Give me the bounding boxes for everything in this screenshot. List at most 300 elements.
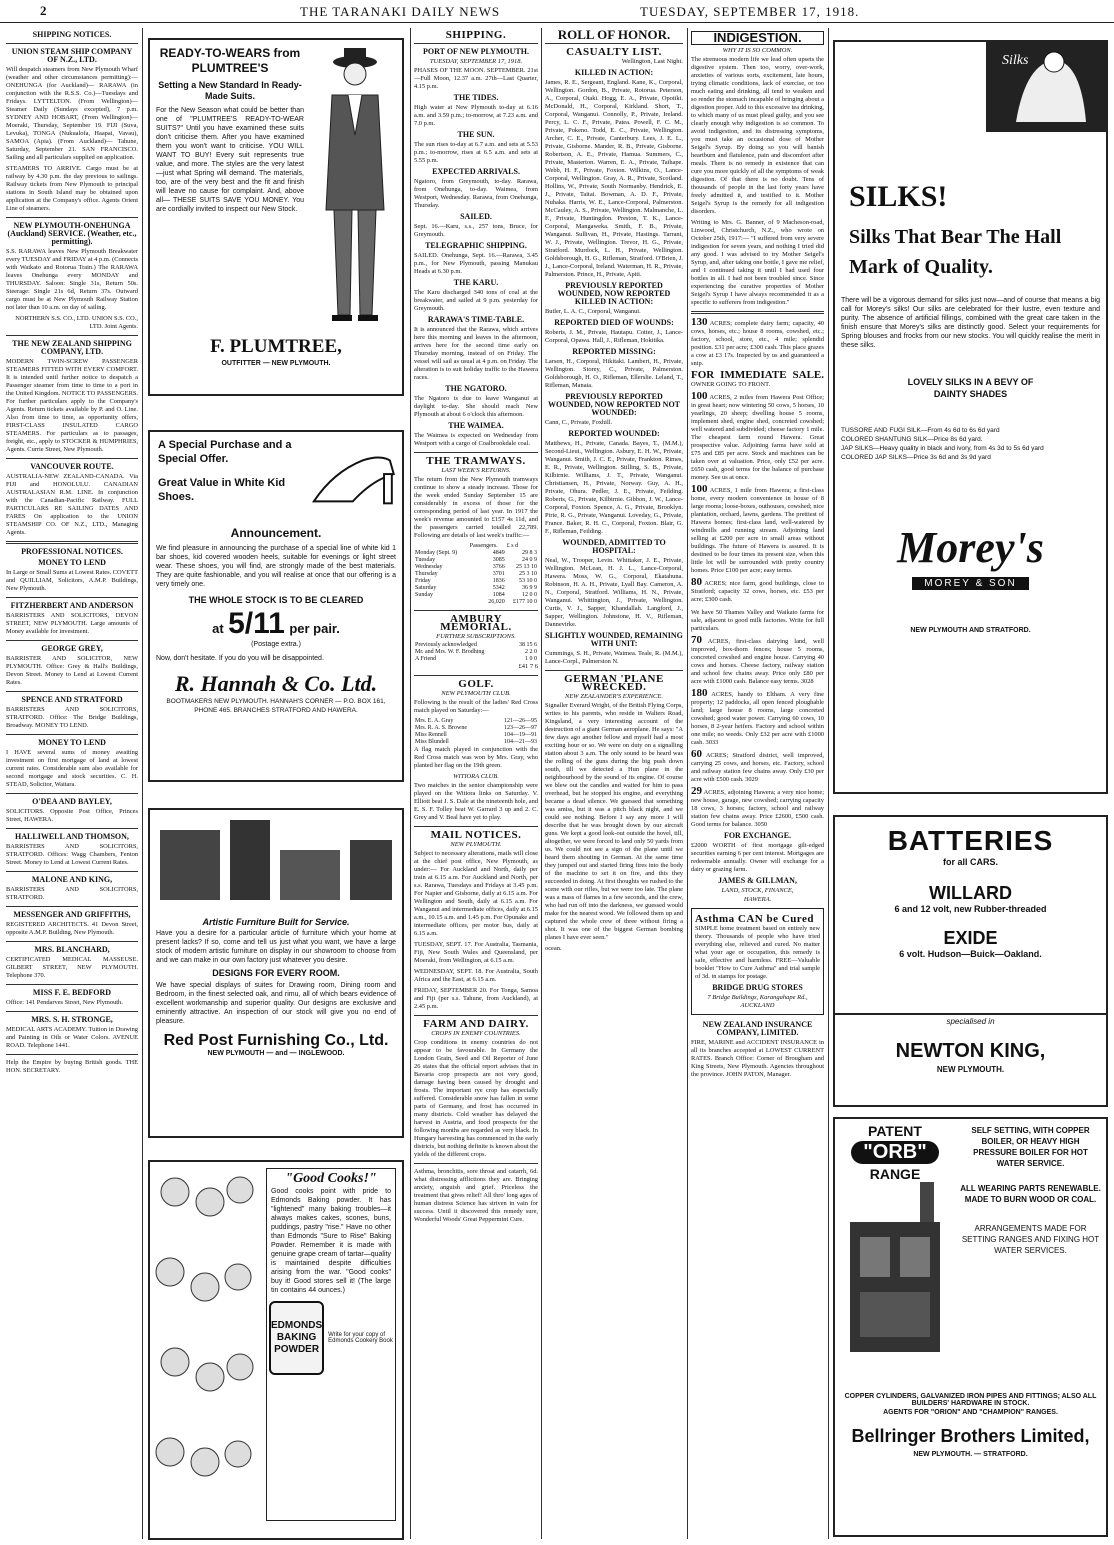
list-heading: REPORTED WOUNDED: — [568, 429, 660, 438]
column-rule — [541, 28, 542, 1539]
page-number: 2 — [40, 3, 48, 18]
newton-king-batteries-advertisement — [833, 815, 1108, 1015]
section-heading: THE TRAMWAYS. — [426, 455, 526, 467]
ad-subhead: WHY IT IS SO COMMON. — [722, 47, 793, 54]
listing-text: ACRES; complete dairy farm; capacity, 40 cows, horses, etc.; house 8 rooms, cowshed, etc.; factory, school, store, etc., 4 mile; splendid position. £31 per acre; £300 cash. This place grazes a cow at £3 17s. Inspected by us and guaranteed a snip. — [691, 320, 824, 367]
telegraphic-text: SAILED. Onehunga, Sept. 16.—Rarawa, 3.45 p.m., for New Plymouth, passing Manukau Heads at 6.30 p.m. — [414, 252, 538, 275]
table-cell: Miss Blundell — [415, 739, 449, 745]
notice-heading: THE NEW ZEALAND SHIPPING COMPANY, LTD. — [12, 339, 132, 356]
subheading: THE WAIMEA. — [448, 421, 504, 430]
column-shipping-news — [414, 28, 538, 1541]
casualty-list: James, R. E., Sergeant, England. Kane, K., Corporal, Wellington. Gordon, B., Private, Rotorua. Peterson, A., Corporal, Otaki. Hogg, E. A., Private, Opotiki. McDonald, H., Corporal, Kirkland. Short, T., Corporal, Wanganui. Connolly, P., Private, Ireland. Percy, L. C. F., Private, Patea. Powell, F. C. M., Private, Pokeno. Todd, E. C., Private, Wellington. Archer, C. E., Private, Canterbury. Lees, J. E. L., Private, Gisborne. Mander, R. B., Private, Gisborne. Robertson, A. E., Private, Hamua. Summers, C., Private, Masterton. Warren, E. A., Private, Taihape. Webb, H. F., Private, Foxton. Wilkins, O., Lance-Corporal, Wellington. Gray, A. R., Private, Scotland. Hollins, W., Private, South Normanby. Hendrick, E. J., Private, Taitai. Bowman, A. D. F., Private, Nuhaka. Harris, W. E., Lance-Corporal, Palmerston. McCauley, A. S., Private, Wellington. Malmanche, L. F., Private, Huntingdon. Preston, T. K., Lance-Corporal, Mangaweka. Smith, F. B., Private, Wanganui. Sullivan, H., Private, Hastings. Tarrant, W. J., Private, Wellington. Trevor, H. G., Private, Stratford. Murdock, L. H., Private, Wellington. Goldsborough, H. G., Rifleman, Stratford. O'Brien, J. J., Lance-Corporal, Ireland. Waterman, H. R., Private, Palmerston. Prince, H., Private, Apiti. — [545, 79, 683, 278]
article-text: A flag match played in conjunction with the Red Cross match was won by Mrs. Gray, who planted her flag on the 19th green. — [414, 746, 538, 769]
notice-text: BARRISTERS AND SOLICITORS, STRATFORD. Office: The Bridge Buildings, Broadway. MONEY TO LEND. — [6, 706, 138, 729]
casualty-list: Matthews, H., Private, Canada. Bayes, T., (M.M.), Second-Lieut., Wellington. Asbury, E. H. W., Private, Wanganui. Smith, J. C. E., Private, Frankton. Rimes, E. R., Private, Wellington. Stilling, S. B., Private, Kilbirnie. Williams, J. T., Private, Wanganui. Christiansen, H., Private, Norway. Guy, A. H., Private, Ohura. Pedler, J. E., Private, Feilding. Roberts, G., Private, Kilbirnie. Gibbon, J. W., Lance-Corporal, Foxton. Spence, A. G., Private, Brooklyn. Pirie, R. G., Private, Wanganui. Loveday, G., Private, France. Baker, R. H. C., Corporal, Foxton. Blair, G. F., Rifleman, Feilding. — [545, 440, 683, 535]
notice-text: BARRISTERS AND SOLICITORS, DEVON STREET, NEW PLYMOUTH. Large amounts of Money available for investment. — [6, 612, 138, 635]
table-cell: Wednesday — [415, 564, 443, 570]
notice-text: I HAVE several sums of money awaiting investment on first mortgage of land at lowest current rates. Considerable sum also available for second mortgage and stock securities. C. H. STEAD, Solicitor, Waitara. — [6, 749, 138, 788]
table-row — [414, 718, 538, 725]
orb-range-advertisement — [833, 1117, 1108, 1537]
stove-illustration — [840, 1182, 950, 1382]
casualty-list: Larsen, H., Corporal, Hikitaki. Lambert, H., Private, Wellington. Storey, C., Private, Palmerston. Goldsborough, H. O., Rifleman, Ellerslie. Leland, T., Rifleman, Manaia. — [545, 358, 683, 389]
list-heading: PREVIOUSLY REPORTED WOUNDED, NOW REPORTED KILLED IN ACTION: — [557, 281, 671, 306]
land-listing — [691, 750, 824, 784]
table-row — [414, 550, 538, 557]
silk-price-item: COLORED SHANTUNG SILK—Price 8s 6d yard. — [841, 436, 983, 443]
section-heading: FARM AND DAIRY. — [423, 1018, 529, 1030]
brand-willard: WILLARD — [929, 883, 1012, 903]
professional-notices-list — [6, 559, 138, 1055]
notice-heading: NEW PLYMOUTH-ONEHUNGA (Auckland) SERVICE. (Weather, etc., permitting). — [7, 221, 137, 246]
cure-advertisement: Asthma, bronchitis, sore throat and catarrh, 6d. what distressing afflictions they are. Bringing anxiety, anguish and grief. Priceless the treatment that gives relief! All thro' long ages of human distress Science has striven in vain for success. Until it discovered this remedy sure, Wonderful Woods' Great Peppermint Cure. — [414, 1168, 538, 1223]
table-cell: Mrs. R. A. S. Browne — [415, 725, 468, 731]
notice-text: Office: 141 Pendarves Street, New Plymouth. — [6, 999, 123, 1006]
ad-body: Good cooks point with pride to Edmonds Baking powder. It has "lightened" many baking troubles—it always makes cakes, scones, buns, puddings, pastry "rise." Have no other than Edmonds "Sure to Rise" Baking Powder. Remember it is made with genuine grape cream of tartar—quality is maintained despite difficulties arising from the war. "Good cooks" buy it! Good stores sell it! (The large tin contains 44 ounces.) — [271, 1188, 391, 1294]
article-text: It is announced that the Rarawa, which arrives here this morning and leaves in the afternoon, arrives here for the second time early on Thursday morning, instead of on Friday. The vessel will sail as usual at 4 p.m. on Friday. The alteration is to suit holiday traffic to the Hawera races. — [414, 326, 538, 381]
article-text: The return from the New Plymouth tramways continue to show a steady increase. Those for the week ended Sunday September 15 are considerably in excess of those for the corresponding period of last year. In 1917 the week's revenue amounted to £157 4s 11d, and the passengers carried totalled 22,789. Following are details of last week's traffic:— — [414, 476, 538, 539]
notice-body: STEAMERS TO ARRIVE. Cargo must be at railway by 4.30 p.m. the day previous to sailings. Railway tickets from New Plymouth to principal stations in South Island may be obtained upon application at the Company's office. Agents Orient Line of steamers. — [6, 165, 138, 212]
subheading: WITIORA CLUB. — [453, 773, 499, 780]
casualty-list: Butler, L. A. C., Corporal, Wanganui. — [545, 308, 641, 315]
land-listings — [691, 318, 824, 829]
agent-services: LAND, STOCK, FINANCE, — [721, 887, 794, 894]
table-cell: Mrs. E. A. Gray — [415, 718, 454, 724]
table-cell: 1836 — [492, 578, 505, 584]
notice-text: SOLICITORS. Opposite Post Office, Princes Street, HAWERA. — [6, 808, 138, 823]
table-cell: Tuesday — [415, 557, 436, 563]
article-text: WEDNESDAY, SEPT. 18. For Australia, South Africa and the East, at 6.15 a.m. — [414, 968, 538, 983]
land-listing — [691, 787, 824, 829]
red-post-furnishing-advertisement — [148, 808, 404, 1138]
silks-tagline: LOVELY SILKS IN A BEVY OF DAINTY SHADES — [907, 377, 1034, 399]
orb-name: "ORB" — [851, 1141, 939, 1164]
listing-text: ACRES; Stratford district, well improved, carrying 25 cows, and horses, etc. Factory, school and railway station few chains away. Only £30 per acre with £500 cash. 3029 — [691, 752, 824, 783]
ad-advertiser-name: NEWTON KING, — [895, 1040, 1046, 1062]
table-header: Passengers. — [469, 543, 498, 549]
plumtree-advertisement — [148, 38, 404, 396]
subheading: LAST WEEK'S RETURNS. — [441, 467, 511, 474]
morey-silks-advertisement — [833, 40, 1108, 794]
subheading: EXPECTED ARRIVALS. — [432, 167, 520, 176]
listing-text: ACRES, 1 mile from Hawera; a first-class home, every modern convenience in house of 8 large rooms; loose-boxes, outhouses, cowshed; nice plantation, orchard, lawns, gardens. The prettiest of Hawera homes; first-class land, well-watered by windmills and running stream. Adjoining land selling at £200 per acre in small areas without buildings. The future of Hawera is assured. It is destined to be four times its present size, when this little lot will be surrounded with pretty country homes. Price £100 per acre; easy terms. — [691, 487, 824, 574]
notice-name: MONEY TO LEND — [38, 558, 106, 567]
orb-range: RANGE — [869, 1166, 921, 1182]
table-cell: 123—26—97 — [504, 725, 537, 731]
professional-notice — [6, 645, 138, 687]
listing-acres: 130 — [691, 316, 708, 328]
article-text: Crop conditions in enemy countries do not appear to be favourable. In Germany the London Grain, Seed and Oil Reporter of June 26 states that the official report advises that in Bavaria crop prospects are not very good, damage having been caused by drought and frosts. The important rye crop has especially suffered. Considerable snow has fallen in some parts of Germany, and frost has occurred in many districts. Cold weather has delayed the harvest in Austria, and food prospects for the following months are regarded as very black. In Hungary harvesting has commenced in the early districts, but nothing definite is known about the yields of the different crops. — [414, 1039, 538, 1158]
table-cell: Monday (Sept. 9) — [415, 550, 458, 556]
notice-name: MRS. S. H. STRONGE, — [31, 1015, 113, 1024]
dateline: Wellington, Last Night. — [621, 58, 683, 65]
table-cell: 2 2 0 — [525, 649, 537, 655]
ad-address: 7 Bridge Buildings, Karangahape Rd., AUCKLAND — [707, 994, 808, 1009]
price-unit: per pair. — [289, 621, 340, 636]
newspaper-title: THE TARANAKI DAILY NEWS — [300, 4, 501, 19]
notice-body: S.S. RARAWA leaves New Plymouth Breakwater every TUESDAY and FRIDAY at 4 p.m. (Connects with Waikato and Rotorua Train.) The RARAWA leaves Onehunga every MONDAY and THURSDAY. Saloon: Single 31s, Return 50s. Steerage: Single 21s 6d, Return 37s. Outward cargo must be at New Plymouth Railway Station not later than 10 a.m. on day of sailing. — [6, 248, 138, 311]
ad-note: specialised in — [946, 1017, 995, 1026]
masthead — [0, 0, 1114, 23]
ad-announcement: Announcement. — [230, 526, 322, 540]
notice-text: BARRISTERS AND SOLICITORS, STRATFORD. Offices: Wagg Chambers, Fenton Street. Money to Lend at Lowest Current Rates. — [6, 843, 138, 866]
white-shoe-illustration — [304, 432, 402, 522]
insurance-heading: NEW ZEALAND INSURANCE COMPANY, LIMITED. — [702, 1020, 813, 1037]
silk-price-item: TUSSORE AND FUGI SILK—From 4s 6d to 6s 6d yard — [841, 427, 1000, 434]
notice-text: MEDICAL ARTS ACADEMY. Tuition in Drawing and Painting in Oils or Water Colors. AVENUE ROAD. Telephone 1441. — [6, 1026, 138, 1049]
hannah-shoes-advertisement — [148, 430, 404, 782]
notice-body: MODERN TWIN-SCREW PASSENGER STEAMERS FITTED WITH EVERY COMFORT. It is intended until further notice to despatch a Passenger steamer from time to time to a port in the United Kingdom. NOTICE TO PASSENGERS. For further particulars apply to the Company's Agents. Return tickets available by P. and O. Line. Also from time to time, as opportunity offers, FIRST-CLASS INSULATED CARGO STEAMERS. For particulars as to passages, freight, etc., apply to STOCKER & HUMPHRIES, Agents. Currie Street, New Plymouth. — [6, 358, 138, 453]
table-cell: 3766 — [492, 564, 505, 570]
ad-note: AGENTS FOR "ORION" AND "CHAMPION" RANGES. — [883, 1409, 1058, 1416]
man-in-suit-illustration — [310, 40, 400, 330]
land-listing — [691, 578, 824, 604]
land-listing — [691, 607, 824, 633]
professional-notice — [6, 989, 138, 1007]
article-text: Subject to necessary alterations, mails will close at the chief post office, New Plymouth, as under:— For Auckland and North, daily per train at 6.15 a.m. For Auckland and North, per s.s. Rarawa, Tuesdays and Fridays at 3.45 p.m. For Napier and Gisborne, daily at 6.15 a.m. For Wellington and South, daily at 6.15 a.m. For Wanganui and intermediate offices, daily at 6.15 a.m., 10.15 a.m. and 1.45 p.m. For Opunake and intermediate offices, per motor bus, daily at 6.15 a.m. — [414, 850, 538, 937]
section-heading: SHIPPING NOTICES. — [32, 30, 112, 39]
listing-acres: 70 — [691, 634, 702, 646]
article-text: ocean. — [545, 945, 562, 952]
arrivals-text: Ngatoro, from Greymouth, to-day. Rarawa, from Onehunga, to-day. Waimea, from Westport, Wednesday. Rarawa, from Onehunga, Thursday. — [414, 178, 538, 209]
ad-footer: NEW PLYMOUTH AND STRATFORD. — [910, 627, 1031, 634]
section-heading: AMBURY MEMORIAL. — [440, 613, 512, 633]
ad-footer: NEW PLYMOUTH — and — INGLEWOOD. — [207, 1050, 345, 1057]
listing-acres: 100 — [691, 390, 708, 402]
ad-subhead: Silks That Bear The Hall Mark of Quality. — [849, 226, 1062, 278]
article-text: Two matches in the senior championship were played on the Witiora links on Saturday. V. Elliott beat J. S. Dale at the nineteenth hole, and E. S. F. Tolley beat W. Garrard 3 up and 2. C. Grey and V. Beal have yet to play. — [414, 782, 538, 821]
notice-text: BARRISTER AND SOLICITOR, NEW PLYMOUTH. Office: Grey & Hall's Buildings, Devon Street. Money to Lend at Lowest Current Rates. — [6, 655, 138, 686]
ad-urge: Now, don't hesitate. If you do you will be disappointed. — [156, 655, 324, 662]
column-rule — [828, 28, 829, 1539]
ad-headline: SILKS! — [849, 180, 948, 213]
list-heading: SLIGHTLY WOUNDED, REMAINING WITH UNIT: — [545, 631, 683, 648]
table-cell: Mr. and Mrs. W. F. Brodhing — [415, 649, 485, 655]
professional-notice — [6, 911, 138, 937]
column-rule — [687, 28, 688, 1539]
column-shipping-notices — [6, 28, 138, 1541]
clearance-notice: THE WHOLE STOCK IS TO BE CLEARED — [188, 595, 364, 605]
land-listing — [691, 318, 824, 368]
sun-text: The sun rises to-day at 6.7 a.m. and sets at 5.53 p.m.; to-morrow, rises at 6.5 a.m. and sets at 5.55 p.m. — [414, 141, 538, 164]
land-listing — [691, 371, 824, 389]
subheading: SAILED. — [460, 212, 492, 221]
table-cell: £177 10 0 — [513, 599, 537, 605]
table-cell: 3085 — [492, 557, 505, 563]
article-text: TUESDAY, SEPT. 17. For Australia, Tasmania, Fiji, New South Wales and Queensland, per Moeraki, from Wellington, at 6.15 a.m. — [414, 941, 538, 964]
subheading: RARAWA'S TIME-TABLE. — [427, 315, 525, 324]
list-heading: PREVIOUSLY REPORTED WOUNDED, NOW REPORTED NOT WOUNDED: — [547, 392, 681, 417]
silk-price-item: COLORED JAP SILKS—Price 3s 6d and 3s 9d yard — [841, 454, 991, 461]
table-cell: Saturday — [415, 585, 437, 591]
notice-text: CERTIFICATED MEDICAL MASSEUSE. GILBERT STREET, NEW PLYMOUTH. Telephone 370. — [6, 956, 138, 979]
professional-notice — [6, 559, 138, 593]
table-cell: 104—21—93 — [504, 739, 537, 745]
ad-footer: NEW PLYMOUTH. — STRATFORD. — [913, 1451, 1028, 1458]
ad-title: READY-TO-WEARS from PLUMTREE'S — [159, 46, 301, 75]
table-cell: 26,020 — [488, 599, 505, 605]
professional-notice — [6, 739, 138, 789]
listing-text: ACRES; nice farm, good buildings, close to Stratford; capacity 32 cows, horses, etc. £53 per acre; £300 cash. — [691, 580, 824, 603]
silks-price-list — [835, 426, 1106, 462]
subheading: CASUALTY LIST. — [566, 46, 662, 58]
ad-subhead: DESIGNS FOR EVERY ROOM. — [212, 968, 340, 978]
casualty-list: Roberts, J. M., Private, Hautapu. Cotter, J., Lance-Corporal, Opawa. Hall, J., Rifleman, Hokitika. — [545, 329, 683, 344]
column-rule — [410, 28, 411, 1539]
article-subhead: NEW ZEALANDER'S EXPERIENCE. — [565, 693, 663, 700]
orb-feature: ALL WEARING PARTS RENEWABLE. MADE TO BURN WOOD OR COAL. — [960, 1184, 1101, 1204]
silk-lady-illustration — [986, 42, 1106, 132]
notice-text: REGISTERED ARCHITECTS. 41 Devon Street, opposite A.M.P. Building, New Plymouth. — [6, 921, 138, 936]
article-headline: GERMAN 'PLANE WRECKED. — [564, 673, 664, 693]
notice-name: SPENCE AND STRATFORD — [21, 695, 123, 704]
professional-notice — [6, 696, 138, 730]
ambury-subscriptions-table — [414, 642, 538, 663]
table-row — [414, 578, 538, 585]
orb-feature: SELF SETTING, WITH COPPER BOILER, OR HEAVY HIGH PRESSURE BOILER FOR HOT WATER SERVICE. — [971, 1126, 1090, 1168]
table-cell: 5342 — [492, 585, 505, 591]
insurance-text: FIRE, MARINE and ACCIDENT INSURANCE in all its branches accepted at LOWEST CURRENT RATES. Branch Office: Corner of Brougham and King Streets, New Plymouth. Agencies throughout the province. JOHN PATON, Manager. — [691, 1039, 824, 1078]
land-listing — [691, 636, 824, 686]
table-cell: 12 0 0 — [522, 592, 537, 598]
table-row — [414, 732, 538, 739]
professional-notice — [6, 833, 138, 867]
article-text: Following is the result of the ladies' Red Cross match played on Saturday:— — [414, 699, 538, 714]
listing-acres: FOR IMMEDIATE SALE. — [691, 369, 824, 381]
table-header: £ s d — [506, 543, 519, 549]
ad-footer: NEW PLYMOUTH. — [936, 1065, 1005, 1074]
professional-notice — [6, 602, 138, 636]
ad-headline: "Good Cooks!" — [285, 1171, 377, 1186]
notice-name: MRS. BLANCHARD, — [34, 945, 110, 954]
table-cell: 25 13 10 — [516, 564, 537, 570]
ad-headline: BATTERIES — [887, 825, 1054, 856]
table-cell: 53 10 0 — [519, 578, 537, 584]
table-cell: 29 8 3 — [522, 550, 537, 556]
land-listing — [691, 689, 824, 747]
golf-results-table — [414, 718, 538, 746]
land-listing — [691, 392, 824, 482]
list-heading: REPORTED DIED OF WOUNDS: — [554, 318, 674, 327]
sailed-text: Sept. 16.—Karu, s.s., 257 tons, Bruce, for Greymouth. — [414, 223, 538, 238]
subheading: THE TIDES. — [453, 93, 499, 102]
notice-text: In Large or Small Sums at Lowest Rates. COVETT and QUILLIAM, Solicitors, A.M.P. Buildings, New Plymouth. — [6, 569, 138, 592]
listing-text: ACRES, handy to Eltham. A very fine property; 12 paddocks, all open fenced ploughable land; large house 8 rooms, large concreted cowshed; good water power. Carrying 60 cows, 10 horses, 8 2-year heifers. Factory and school within one mile; no weeds. Only £32 per acre with £1000 cash. 3033 — [691, 691, 824, 746]
subscription-total: £41 7 6 — [518, 663, 538, 670]
tramway-returns-table — [414, 543, 538, 606]
ad-body: We have special displays of suites for Drawing room, Dining room and Bedroom, in the finest selected oak, and rimu, all of which bears evidence of excellent workmanship and superior quality. Our designs are exclusive and eminently attractive. An inspection of our stock will give you no end of pleasure. — [156, 982, 396, 1025]
subheading: THE KARU. — [453, 278, 499, 287]
table-row — [414, 564, 538, 571]
willard-detail: 6 and 12 volt, new Rubber-threaded — [894, 904, 1047, 914]
postage-note: (Postage extra.) — [251, 641, 301, 648]
table-row — [414, 642, 538, 649]
notice-heading: VANCOUVER ROUTE. — [30, 462, 114, 471]
notice-signature: NORTHERN S.S. CO., LTD. UNION S.S. CO., LTD. Joint Agents. — [15, 315, 138, 330]
ad-title: Artistic Furniture Built for Service. — [202, 917, 350, 927]
casualty-list: Cann, C., Private, Foxhill. — [545, 419, 613, 426]
exide-detail: 6 volt. Hudson—Buick—Oakland. — [899, 949, 1042, 959]
table-cell: Miss Rennell — [415, 732, 447, 738]
table-cell: 1084 — [492, 592, 505, 598]
listing-acres: 180 — [691, 687, 708, 699]
table-row — [414, 585, 538, 592]
agent-name: JAMES & GILLMAN, — [718, 876, 797, 885]
ad-headline: INDIGESTION. — [691, 31, 824, 45]
article-text: The Karu discharged 340 tons of coal at the breakwater, and sailed at 9 p.m. yesterday for Greymouth. — [414, 289, 538, 312]
table-row — [414, 571, 538, 578]
notice-name: MONEY TO LEND — [38, 738, 106, 747]
notice-name: GEORGE GREY, — [41, 644, 103, 653]
column-indigestion-land — [691, 28, 824, 1541]
notice-heading: UNION STEAM SHIP COMPANY OF N.Z., LTD. — [11, 47, 133, 64]
listing-acres: 60 — [691, 748, 702, 760]
table-cell: 36 9 9 — [522, 585, 537, 591]
column-rule — [142, 28, 143, 1539]
hannah-logo: R. Hannah & Co. Ltd. — [174, 671, 378, 696]
price-prefix: at — [212, 621, 224, 636]
ad-body: The strenuous modern life we lead often upsets the digestive system. Then too, worry, over-work, anxieties of various sorts, excitement, late hours, trying climatic conditions, lack of exercise, or too much eating and drinking, all tend to weaken and so render the stomach incapable of bringing about a digestion proper. Add to this excessive tea drinking, to which many of us must plead guilty, and you see clearly enough why indigestion is so common. To avoid indigestion, and its distressing symptoms, you must take an occasional dose of Mother Seigel's Syrup. By doing so you will banish heartburn and flatulence, pain and discomfort after meals. There is no remedy in existence that can cure you more quickly of all the symptoms of weak digestion. Of that there is no doubt. Tens of thousands of people in the last forty years have freely admitted it, and testified to it. Mother Seigel's Syrup is the remedy for all indigestion disorders. — [691, 56, 824, 215]
listing-acres: 29 — [691, 785, 702, 797]
notice-body: AUSTRALIA-NEW ZEALAND-CANADA. Via FIJI and HONOLULU. CANADIAN AUSTRALASIAN R.M. LINE. In conjunction with the Canadian-Pacific Railway. FULL PARTICULARS RE SAILING DATES AND FARES On application to the UNION STEAMSHIP CO. OF N.Z., LTD., Managing Agents. — [6, 473, 138, 536]
table-row — [414, 592, 538, 599]
table-cell: Sunday — [415, 592, 433, 598]
listing-acres: 80 — [691, 576, 702, 588]
notice-name: MISS F. E. BEDFORD — [32, 988, 112, 997]
exchange-text: £2000 WORTH of first mortgage gilt-edged securities earning 6 per cent interest. Mortgages are redeemable annually. Owner will exchange for a dairy or grazing farm. — [691, 842, 824, 873]
orb-feature: ARRANGEMENTS MADE FOR SETTING RANGES AND FIXING HOT WATER SERVICES. — [961, 1224, 1100, 1255]
listing-text: OWNER GOING TO FRONT. — [691, 381, 771, 388]
table-row — [414, 739, 538, 746]
edmonds-baking-powder-advertisement — [148, 1160, 404, 1540]
land-listing — [691, 485, 824, 575]
casualty-list: Cummings, S. H., Private, Waimea. Teale, R. (M.M.), Lance-Corpl., Palmerston N. — [545, 650, 683, 665]
professional-notice — [6, 798, 138, 824]
table-cell: 104—19—91 — [504, 732, 537, 738]
notice-name: HALLIWELL AND THOMSON, — [15, 832, 129, 841]
table-cell: 24 0 9 — [522, 557, 537, 563]
crowd-illustration — [150, 1162, 260, 1522]
subheading: THE NGATORO. — [445, 384, 507, 393]
table-cell: 3701 — [492, 571, 505, 577]
ad-subhead: Great Value in White Kid Shoes. — [158, 477, 286, 503]
notice-name: FITZHERBERT AND ANDERSON — [10, 601, 134, 610]
section-heading: ROLL OF HONOR. — [557, 28, 671, 42]
silks-logo: Silks — [1002, 53, 1029, 68]
listing-text: We have 50 Thames Valley and Waikato farms for sale, adjacent to good milk factories. Write for full particulars. — [691, 609, 824, 632]
ad-body: SIMPLE home treatment based on entirely new theory. Thousands of people who have tried everything else, relieved and cured. No matter what your age or occupation, this remedy is safe, effective and harmless. FREE—Valuable booklet "How to Cure Asthma" and trial sample of 3d. in stamps for postage. — [695, 925, 820, 980]
notice-name: O'DEA AND BAYLEY, — [32, 797, 112, 806]
list-heading: WOUNDED, ADMITTED TO HOSPITAL: — [562, 538, 666, 555]
table-row — [414, 656, 538, 663]
cookbook-note: Write for your copy of Edmonds Cookery Book — [328, 1332, 393, 1344]
table-cell: 1 0 0 — [525, 656, 537, 662]
dateline: TUESDAY, SEPTEMBER 17, 1918. — [429, 58, 523, 65]
table-cell: 25 3 10 — [519, 571, 537, 577]
ad-subhead: for all CARS. — [942, 857, 998, 867]
newton-king-advertisement-cont — [833, 1015, 1108, 1107]
table-cell: Friday — [415, 578, 431, 584]
moon-phases: PHASES OF THE MOON. SEPTEMBER. 21st—Full Moon, 12.37 a.m. 27th—Last Quarter, 4.15 p.m. — [414, 67, 538, 90]
table-cell: Thursday — [415, 571, 438, 577]
edmonds-logo: EDMONDS BAKING POWDER — [269, 1301, 324, 1375]
table-row — [414, 649, 538, 656]
subheading: THE SUN. — [457, 130, 495, 139]
table-cell: 121—26—95 — [504, 718, 537, 724]
listing-text: ACRES, first-class dairying land, well improved, box-thorn fences; house 5 rooms, concreted cowshed and engine house. Carrying 40 cows and horses. Cheese factory, railway station and school few chains away. Price only £80 per acre with £1000 cash. Balance easy terms. 3028 — [691, 638, 824, 685]
table-cell: 4849 — [492, 550, 505, 556]
article-text: The Waimea is expected on Wednesday from Westport with a cargo of Coalbrookdale coal. — [414, 432, 538, 447]
professional-notice — [6, 946, 138, 980]
table-row — [414, 725, 538, 732]
ad-headline: A Special Purchase and a Special Offer. — [158, 439, 292, 465]
professional-notice — [6, 876, 138, 902]
ad-subtitle: Setting a New Standard In Ready-Made Suits. — [158, 80, 302, 101]
ad-body: We find pleasure in announcing the purchase of a special line of white kid 1 bar shoes, kid covered wooden heels, suitable for evenings or light street wear. These shoes, you will find, are strongly made of the best materials. They are quite fashionable, and you will realise at once that our offering is a very timely one. — [156, 545, 396, 588]
subheading: NEW PLYMOUTH. — [450, 841, 502, 848]
table-cell: 38 15 6 — [519, 642, 537, 648]
column-roll-of-honor — [545, 28, 683, 1541]
ad-body: Have you a desire for a particular article of furniture which your home at present lacks? If so, come and tell us just what you want, we have a large stock of modern artistic furniture on display in our showroom to choose from and we can make in our own factory just whatever you desire. — [156, 930, 396, 964]
section-heading: PROFESSIONAL NOTICES. — [21, 547, 123, 556]
ad-headline: Asthma CAN be Cured — [695, 913, 814, 925]
section-heading: GOLF. — [458, 678, 494, 690]
ad-advertiser-name: Red Post Furnishing Co., Ltd. — [163, 1032, 389, 1049]
brand-exide: EXIDE — [943, 928, 998, 948]
list-heading: REPORTED MISSING: — [572, 347, 656, 356]
silk-price-item: JAP SILKS—Heavy quality in black and ivory, from 4s 3d to 5s 6d yard — [841, 445, 1044, 452]
notice-text: BARRISTERS AND SOLICITORS, STRATFORD. — [6, 886, 138, 901]
subheading: TELEGRAPHIC SHIPPING. — [425, 241, 527, 250]
listing-text: ACRES, 2 miles from Hawera Post Office; in great heart; now wintering 50 cows, 5 horses, 10 yearlings, 20 sheep; dwelling house 5 rooms, implement shed, engine shed, concreted cowshed; well watered and subdivided; cheese factory 1 mile. The cheapest farm round Hawera. Great prospective value. Adjoining farms have sold at £75 and £85 per acre. Stock and machines can be taken over at valuation. Price, only £52 per acre. £650 cash, good terms for the balance of purchase money. See us at once. — [691, 394, 824, 481]
notice-name: MESSENGER AND GRIFFITHS, — [13, 910, 131, 919]
section-heading: MAIL NOTICES. — [430, 829, 522, 841]
subheading: NEW PLYMOUTH CLUB. — [441, 690, 511, 697]
morey-logo: Morey's — [897, 523, 1044, 572]
table-row — [414, 557, 538, 564]
ad-testimonial: Writing to Mrs. G. Banner, of 9 Macheson-road, Linwood, Christchurch, N.Z., who wrote on October 25th, 1917:— "I suffered from very severe indigestion for seven years, and nothing I tried did any good. I was advised to try Mother Seigel's Syrup, and, after taking one bottle, I gave me relief, and I continued taking it until I had used four bottles in all. I had not been troubled since. Since experiencing the curative properties of Mother Seigel's Syrup I have always recommended it as a specific to sufferers from indigestion." — [691, 219, 824, 306]
tides-text: High water at New Plymouth to-day at 6.16 a.m. and 3.59 p.m.; to-morrow, at 7.23 a.m. and 7.0 p.m. — [414, 104, 538, 127]
subheading: FOR EXCHANGE. — [723, 831, 792, 840]
subheading: FURTHER SUBSCRIPTIONS. — [436, 633, 516, 640]
article-text: FRIDAY, SEPTEMBER 20. For Tonga, Samoa and Fiji (per s.s. Tahune, from Auckland), at 2.45 p.m. — [414, 987, 538, 1010]
list-heading: KILLED IN ACTION: — [574, 68, 654, 77]
ad-footer: BOOTMAKERS NEW PLYMOUTH. HANNAH'S CORNER — P.O. BOX 161, PHONE 465. BRANCHES STRATFORD AND HAWERA. — [166, 698, 386, 714]
orb-patent: PATENT — [868, 1123, 922, 1139]
ad-note: COPPER CYLINDERS, GALVANIZED IRON PIPES AND FITTINGS; ALSO ALL BUILDERS' HARDWARE IN STOCK. — [844, 1393, 1097, 1407]
ad-advertiser-name: Bellringer Brothers Limited, — [851, 1426, 1090, 1446]
ad-body: For the New Season what could be better than one of "PLUMTREE'S READY-TO-WEAR SUITS?" Until you have examined these suits don't criticise them. After you have examined them you won't want to criticise. YOU WILL WANT TO BUY! Every suit represents true value, and more. The styles are the very latest—just what Spring will demand. The materials, too, are of the very best and the fit and finish will leave no cause for complaint. And, above all— THESE SUITS SAVE YOU MONEY. You are cordially invited to inspect our New Stock. — [156, 107, 304, 213]
section-heading: SHIPPING. — [445, 29, 507, 41]
ad-advertiser-name: BRIDGE DRUG STORES — [712, 983, 803, 992]
article-text: The Ngatoro is due to leave Wanganui at daylight to-day. She should reach New Plymouth at about 6 o'clock this afternoon. — [414, 395, 538, 418]
ad-body: There will be a vigorous demand for silks just now—and of course that means a big call for Morey's silks! Our silks are celebrated for their lustre, even texture and purity. The absence of artificial fillings, combined with the great care taken in the finish ensure that Morey's silks are distinctly good. Select your requirements for Spring blouses and frocks from our new stocks. You will quickly realise the merit in these silks. — [841, 297, 1100, 349]
professional-notice — [6, 1016, 138, 1050]
furniture-illustration — [150, 810, 402, 910]
shoe-price: 5/11 — [228, 607, 285, 640]
table-total-row — [414, 599, 538, 606]
table-cell: A Friend — [415, 656, 437, 662]
listing-text: ACRES, adjoining Hawera; a very nice home; new house, garage, new cowshed; carrying capacity 18 cows, 3 horses; factory, school and railway station few chains away. Price £2600, £500 cash. Good terms for balance. 3050 — [691, 789, 824, 828]
ad-advertiser-name: F. PLUMTREE, — [210, 336, 342, 357]
agent-town: HAWERA. — [743, 896, 772, 903]
notice-body: Will despatch steamers from New Plymouth Wharf (weather and other circumstances permitting):— ONEHUNGA (for Auckland)— RARAWA (in conjunction with the R.S.S. Co.)—Tuesdays and Fridays. LYTTELTON. (From Wellington)— Steamer Daily (Sundays excepted), 7 p.m. SYDNEY AND HOBART, (From Wellington)— Moeraki, Thursday, September 19. FIJI (Suva, Levuka), TONGA (Nukualofa, Haapai, Vavau), SAMOA (Apia). (From Auckland)— Tahune, Saturday, September 21. SAN FRANCISCO. Sailing and all particulars supplied on application. — [6, 66, 138, 161]
footer-note: Help the Empire by buying British goods. THE HON. SECRETARY. — [6, 1059, 138, 1074]
article-text: Signaller Everard Wright, of the British Flying Corps, writes to his parents, who reside in Walters Road, Kingsland, a very interesting account of the destruction of a giant German aeroplane. He says: "A few days ago another fellow and myself had a most exciting hour or so. We were on duty on a signalling station about 3 a.m. The only sound to be heard was the rolling of the guns during the big push down south, till we detected a Hun plane in the neighbourhood by the sound of its engine. Of course we blew out the candles and waited for him to pass overhead, but he stopped his engine, and everything became a dead silence. We guessed that something was amiss, but it was a pitch black night, and we could see nothing. Before I say any more I will describe that he was brought down by our aircraft guns. We kept a good look-out outside the hovel, till, altogether, we were forced to land only 50 yards from us. We could not see a sign of the plane until we heard them shouting in German. At the same time they jumped out and started firing fires into the body of the machine to set it on fire, and this they succeeded in doing. At first thoughts we rushed to the scene with our rifles, but we were too late. The plane was a mass of flames in a few seconds, and the crew, who had run off into the darkness, we guessed would make for the nearest wood. We followed them up and captured the whole crew of three without firing a shot. It was one of the biggest German bombing planes I have ever seen." — [545, 702, 683, 941]
morey-sub: MOREY & SON — [912, 577, 1028, 590]
table-cell: Previously acknowledged — [415, 642, 477, 648]
subheading: PORT OF NEW PLYMOUTH. — [423, 47, 529, 56]
notice-name: MALONE AND KING, — [31, 875, 113, 884]
